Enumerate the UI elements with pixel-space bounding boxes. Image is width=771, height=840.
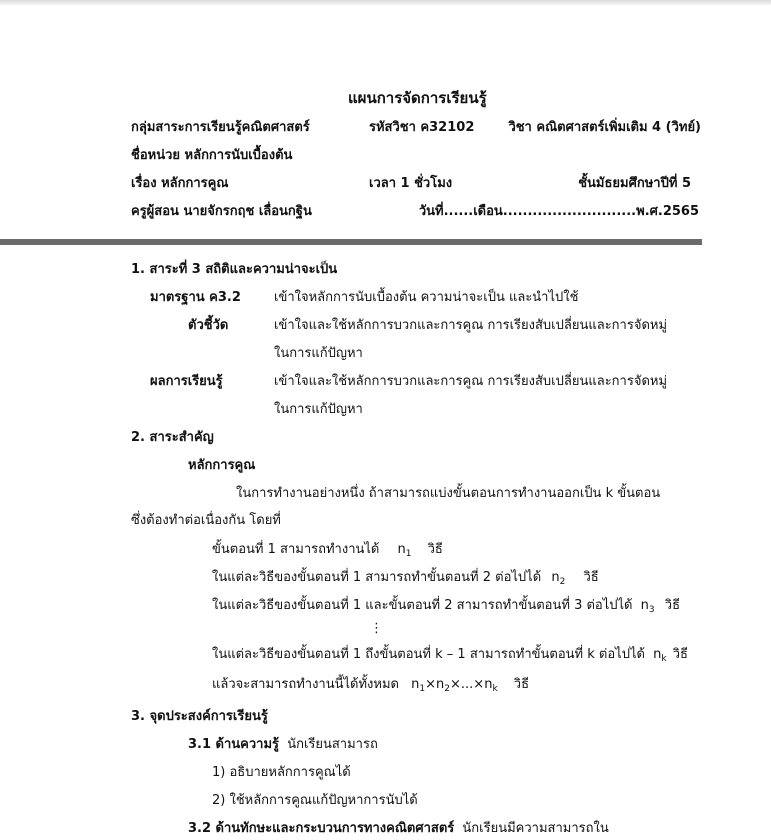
topic: เรื่อง หลักการคูณ [131, 176, 229, 191]
n3-symbol: $n_3$ [640, 598, 655, 615]
step-k-text: ในแต่ละวิธีของขั้นตอนที่ 1 ถึงขั้นตอนที่ k – 1 สามารถทำขั้นตอนที่ k ต่อไปได้ [212, 647, 645, 662]
principle-paragraph-line1: ในการทำงานอย่างหนึ่ง ถ้าสามารถแบ่งขั้นตอนการทำงานออกเป็น k ขั้นตอน [236, 486, 661, 501]
process-text: นักเรียนมีความสามารถใน [462, 821, 609, 836]
step-3-text: ในแต่ละวิธีของขั้นตอนที่ 1 และขั้นตอนที่ 2 สามารถทำขั้นตอนที่ 3 ต่อไปได้ [212, 598, 633, 613]
section1-heading: 1. สาระที่ 3 สถิติและความน่าจะเป็น [131, 262, 338, 277]
total-unit: วิธี [513, 677, 530, 692]
step-3-line [212, 597, 680, 615]
step-3-unit: วิธี [664, 598, 681, 613]
product-formula: $n_1\times n_2\times...\times n_k$ [411, 677, 498, 694]
course-name: วิชา คณิตศาสตร์เพิ่มเติม 4 (วิทย์) [508, 120, 701, 135]
duration: เวลา 1 ชั่วโมง [369, 176, 453, 191]
nk-symbol: $n_k$ [653, 647, 667, 664]
step-1-text: ขั้นตอนที่ 1 สามารถทำงานได้ [212, 542, 380, 557]
knowledge-text: นักเรียนสามารถ [287, 737, 378, 752]
grade-level: ชั้นมัธยมศึกษาปีที่ 5 [578, 176, 691, 191]
step-1-unit: วิธี [427, 542, 443, 557]
multiplication-principle-heading: หลักการคูณ [188, 458, 256, 473]
process-label: 3.2 ด้านทักษะและกระบวนการทางคณิตศาสตร์ [188, 821, 455, 836]
outcome-text-line1: เข้าใจและใช้หลักการบวกและการคูณ การเรียงสับเปลี่ยนและการจัดหมู่ [274, 374, 668, 389]
indicator-text-line2: ในการแก้ปัญหา [274, 346, 363, 361]
process-objective [188, 820, 609, 838]
vertical-ellipsis: ⋮ [370, 621, 383, 636]
knowledge-item-1: 1) อธิบายหลักการคูณได้ [212, 765, 351, 780]
step-2-line [212, 569, 599, 587]
standard-label: มาตรฐาน ค3.2 [150, 290, 241, 305]
step-2-unit: วิธี [583, 570, 599, 585]
unit-name: ชื่อหน่วย หลักการนับเบื้องต้น [131, 148, 293, 163]
n2-symbol: $n_2$ [551, 570, 566, 587]
teacher-name: ครูผู้สอน นายจักรกฤช เลื่อนกฐิน [131, 204, 312, 219]
course-code: รหัสวิชา ค32102 [369, 120, 475, 135]
knowledge-label: 3.1 ด้านความรู้ [188, 737, 280, 752]
outcome-text-line2: ในการแก้ปัญหา [274, 402, 363, 417]
knowledge-item-2: 2) ใช้หลักการคูณแก้ปัญหาการนับได้ [212, 793, 418, 808]
knowledge-objective [188, 736, 378, 754]
step-2-text: ในแต่ละวิธีของขั้นตอนที่ 1 สามารถทำขั้นตอนที่ 2 ต่อไปได้ [212, 570, 542, 585]
step-k-unit: วิธี [672, 647, 688, 662]
subject-group: กลุ่มสาระการเรียนรู้คณิตศาสตร์ [131, 120, 310, 135]
date-line: วันที่......เดือน...........................พ.ศ.2565 [418, 204, 699, 219]
standard-text: เข้าใจหลักการนับเบื้องต้น ความน่าจะเป็น และนำไปใช้ [274, 290, 579, 305]
header-divider [0, 239, 702, 245]
indicator-text-line1: เข้าใจและใช้หลักการบวกและการคูณ การเรียงสับเปลี่ยนและการจัดหมู่ [274, 318, 668, 333]
indicator-label: ตัวชี้วัด [188, 318, 229, 333]
total-text: แล้วจะสามารถทำงานนี้ได้ทั้งหมด [212, 677, 399, 692]
outcome-label: ผลการเรียนรู้ [150, 374, 223, 389]
total-line [212, 676, 529, 694]
principle-paragraph-line2: ซึ่งต้องทำต่อเนื่องกัน โดยที่ [131, 513, 281, 528]
step-1-line [212, 541, 443, 559]
plan-title: แผนการจัดการเรียนรู้ [348, 89, 487, 107]
step-k-line [212, 646, 688, 664]
n1-symbol: $n_1$ [397, 542, 412, 559]
section2-heading: 2. สาระสำคัญ [131, 430, 214, 445]
section3-heading: 3. จุดประสงค์การเรียนรู้ [131, 709, 268, 724]
page-top-edge [0, 0, 771, 5]
